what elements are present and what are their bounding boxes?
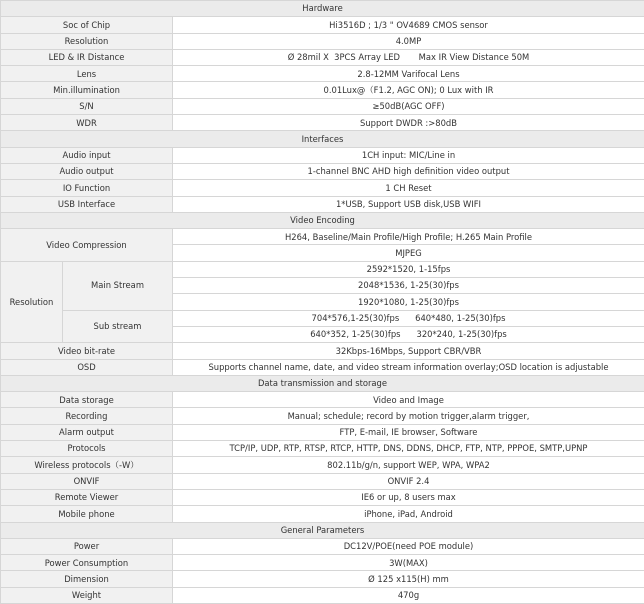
- usb-label: USB Interface: [1, 196, 173, 212]
- table-row: [1, 489, 644, 505]
- section-hardware-title: Hardware: [1, 1, 644, 17]
- section-row: [1, 522, 644, 538]
- dimension-label: Dimension: [1, 571, 173, 587]
- soc-label: Soc of Chip: [1, 17, 173, 33]
- table-row: [1, 506, 644, 522]
- recording-label: Recording: [1, 408, 173, 424]
- min-illum-label: Min.illumination: [1, 82, 173, 98]
- table-row: [1, 392, 644, 408]
- table-row: [1, 147, 644, 163]
- audio-in-label: Audio input: [1, 147, 173, 163]
- resolution-value: 4.0MP: [173, 33, 644, 49]
- sub-stream-label: Sub stream: [63, 310, 173, 343]
- compression-value: H264, Baseline/Main Profile/High Profile; H.265 Main Profile: [173, 229, 644, 245]
- osd-label: OSD: [1, 359, 173, 375]
- resolution-label: Resolution: [1, 33, 173, 49]
- alarm-value: FTP, E-mail, IE browser, Software: [173, 424, 644, 440]
- onvif-label: ONVIF: [1, 473, 173, 489]
- led-value: Ø 28mil X 3PCS Array LED Max IR View Distance 50M: [173, 49, 644, 65]
- compression-label: Video Compression: [1, 229, 173, 262]
- io-label: IO Function: [1, 180, 173, 196]
- power-value: DC12V/POE(need POE module): [173, 538, 644, 554]
- remote-label: Remote Viewer: [1, 489, 173, 505]
- storage-value: Video and Image: [173, 392, 644, 408]
- io-value: 1 CH Reset: [173, 180, 644, 196]
- audio-out-value: 1-channel BNC AHD high definition video output: [173, 163, 644, 179]
- table-row: [1, 441, 644, 457]
- table-row: [1, 180, 644, 196]
- main-stream-value: 2048*1536, 1-25(30)fps: [173, 278, 644, 294]
- consumption-label: Power Consumption: [1, 555, 173, 571]
- table-row: [1, 587, 644, 603]
- table-row: [1, 359, 644, 375]
- consumption-value: 3W(MAX): [173, 555, 644, 571]
- dimension-value: Ø 125 x115(H) mm: [173, 571, 644, 587]
- table-row: [1, 196, 644, 212]
- resolution-group-label: Resolution: [1, 261, 63, 342]
- section-video-encoding-title: Video Encoding: [1, 212, 644, 228]
- table-row: [1, 424, 644, 440]
- table-row: [1, 98, 644, 114]
- table-row: [1, 473, 644, 489]
- min-illum-value: 0.01Lux@（F1.2, AGC ON); 0 Lux with IR: [173, 82, 644, 98]
- table-row: [1, 49, 644, 65]
- section-row: [1, 131, 644, 147]
- recording-value: Manual; schedule; record by motion trigger,alarm trigger,: [173, 408, 644, 424]
- storage-label: Data storage: [1, 392, 173, 408]
- mobile-label: Mobile phone: [1, 506, 173, 522]
- table-row: [1, 115, 644, 131]
- remote-value: IE6 or up, 8 users max: [173, 489, 644, 505]
- lens-label: Lens: [1, 66, 173, 82]
- table-row: [1, 66, 644, 82]
- soc-value: Hi3516D ; 1/3 " OV4689 CMOS sensor: [173, 17, 644, 33]
- table-row: [1, 33, 644, 49]
- section-interfaces-title: Interfaces: [1, 131, 644, 147]
- table-row: [1, 17, 644, 33]
- table-row: [1, 82, 644, 98]
- section-row: [1, 212, 644, 228]
- main-stream-value: 1920*1080, 1-25(30)fps: [173, 294, 644, 310]
- table-row: [1, 229, 644, 245]
- onvif-value: ONVIF 2.4: [173, 473, 644, 489]
- table-row: [1, 555, 644, 571]
- usb-value: 1*USB, Support USB disk,USB WIFI: [173, 196, 644, 212]
- table-row: [1, 571, 644, 587]
- lens-value: 2.8-12MM Varifocal Lens: [173, 66, 644, 82]
- section-data-transmission-title: Data transmission and storage: [1, 375, 644, 391]
- wdr-value: Support DWDR :>80dB: [173, 115, 644, 131]
- table-row: [1, 408, 644, 424]
- weight-label: Weight: [1, 587, 173, 603]
- sn-value: ≥50dB(AGC OFF): [173, 98, 644, 114]
- wireless-value: 802.11b/g/n, support WEP, WPA, WPA2: [173, 457, 644, 473]
- main-stream-label: Main Stream: [63, 261, 173, 310]
- alarm-label: Alarm output: [1, 424, 173, 440]
- section-row: [1, 375, 644, 391]
- bitrate-value: 32Kbps-16Mbps, Support CBR/VBR: [173, 343, 644, 359]
- wireless-label: Wireless protocols（-W）: [1, 457, 173, 473]
- wdr-label: WDR: [1, 115, 173, 131]
- section-general-title: General Parameters: [1, 522, 644, 538]
- table-row: [1, 261, 644, 277]
- protocols-label: Protocols: [1, 441, 173, 457]
- power-label: Power: [1, 538, 173, 554]
- table-row: [1, 343, 644, 359]
- sub-stream-value: 640*352, 1-25(30)fps 320*240, 1-25(30)fps: [173, 326, 644, 342]
- audio-out-label: Audio output: [1, 163, 173, 179]
- bitrate-label: Video bit-rate: [1, 343, 173, 359]
- led-label: LED & IR Distance: [1, 49, 173, 65]
- section-row: [1, 1, 644, 17]
- table-row: [1, 457, 644, 473]
- compression-value: MJPEG: [173, 245, 644, 261]
- table-row: [1, 163, 644, 179]
- protocols-value: TCP/IP, UDP, RTP, RTSP, RTCP, HTTP, DNS, DDNS, DHCP, FTP, NTP, PPPOE, SMTP,UPNP: [173, 441, 644, 457]
- audio-in-value: 1CH input: MIC/Line in: [173, 147, 644, 163]
- sn-label: S/N: [1, 98, 173, 114]
- table-row: [1, 538, 644, 554]
- weight-value: 470g: [173, 587, 644, 603]
- mobile-value: iPhone, iPad, Android: [173, 506, 644, 522]
- osd-value: Supports channel name, date, and video stream information overlay;OSD location is adjustable: [173, 359, 644, 375]
- main-stream-value: 2592*1520, 1-15fps: [173, 261, 644, 277]
- table-row: [1, 310, 644, 326]
- sub-stream-value: 704*576,1-25(30)fps 640*480, 1-25(30)fps: [173, 310, 644, 326]
